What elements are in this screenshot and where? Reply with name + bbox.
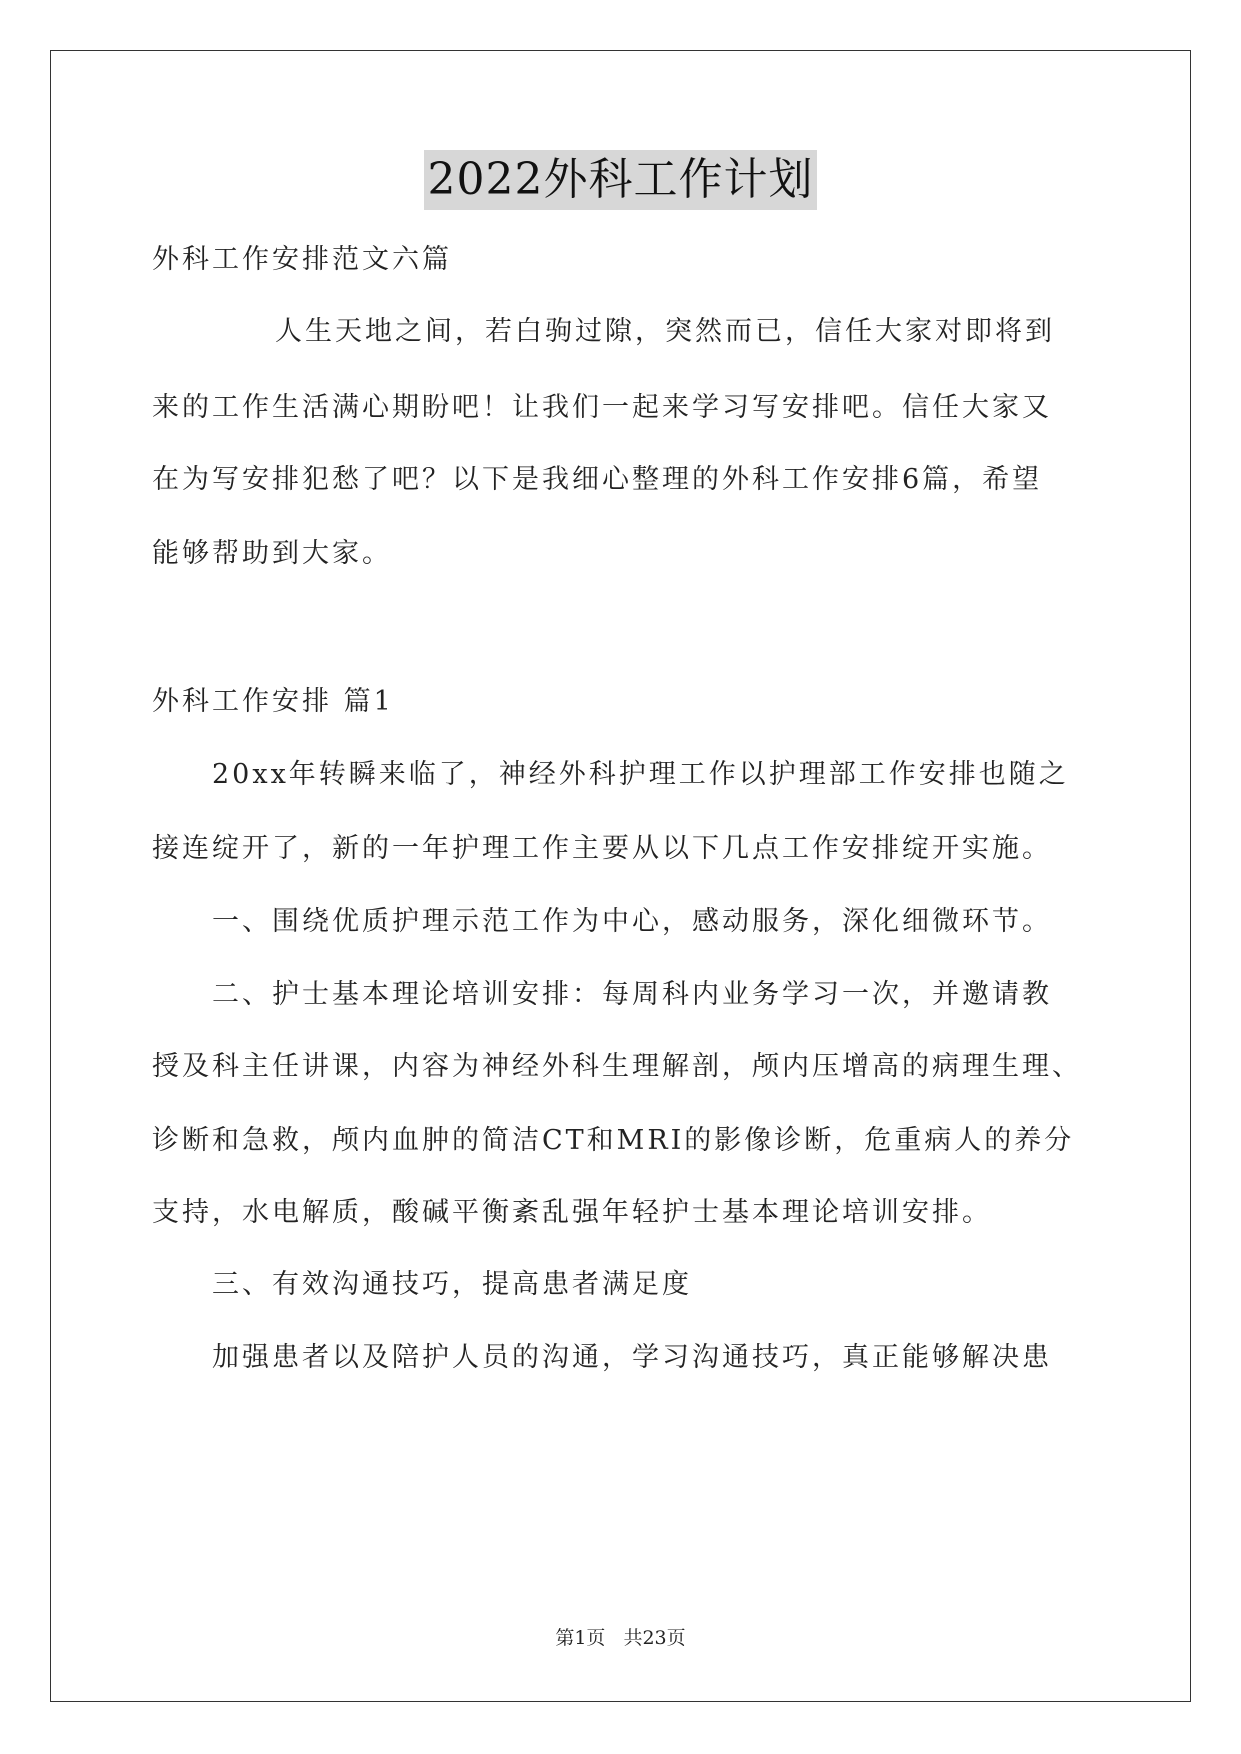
page-border: [50, 50, 1191, 1702]
body-line-8: 三、有效沟通技巧，提高患者满足度: [212, 1269, 692, 1300]
body-line-7: 支持，水电解质，酸碱平衡紊乱强年轻护士基本理论培训安排。: [152, 1197, 992, 1228]
body-line-9: 加强患者以及陪护人员的沟通，学习沟通技巧，真正能够解决患: [212, 1342, 1052, 1373]
body-line-2: 接连绽开了，新的一年护理工作主要从以下几点工作安排绽开实施。: [152, 833, 1052, 864]
page-footer: [0, 1625, 1241, 1651]
total-pages: 共23页: [623, 1627, 686, 1649]
body-line-5: 授及科主任讲课，内容为神经外科生理解剖，颅内压增高的病理生理、: [152, 1051, 1082, 1082]
body-line-6: 诊断和急救，颅内血肿的简洁CT和MRI的影像诊断，危重病人的养分: [152, 1125, 1075, 1156]
intro-line-4: 能够帮助到大家。: [152, 538, 392, 569]
document-title: 2022外科工作计划: [424, 150, 818, 210]
section-heading: 外科工作安排 篇1: [152, 686, 394, 717]
intro-line-1: 人生天地之间，若白驹过隙，突然而已，信任大家对即将到: [275, 316, 1055, 347]
body-line-3: 一、围绕优质护理示范工作为中心，感动服务，深化细微环节。: [212, 906, 1052, 937]
intro-line-2: 来的工作生活满心期盼吧！让我们一起来学习写安排吧。信任大家又: [152, 392, 1052, 423]
title-container: [0, 150, 1241, 210]
body-line-1: 20xx年转瞬来临了，神经外科护理工作以护理部工作安排也随之: [212, 759, 1069, 790]
body-line-4: 二、护士基本理论培训安排：每周科内业务学习一次，并邀请教: [212, 979, 1052, 1010]
document-subtitle: 外科工作安排范文六篇: [152, 244, 452, 275]
page-number: 第1页: [555, 1627, 606, 1649]
intro-line-3: 在为写安排犯愁了吧？以下是我细心整理的外科工作安排6篇，希望: [152, 464, 1043, 495]
